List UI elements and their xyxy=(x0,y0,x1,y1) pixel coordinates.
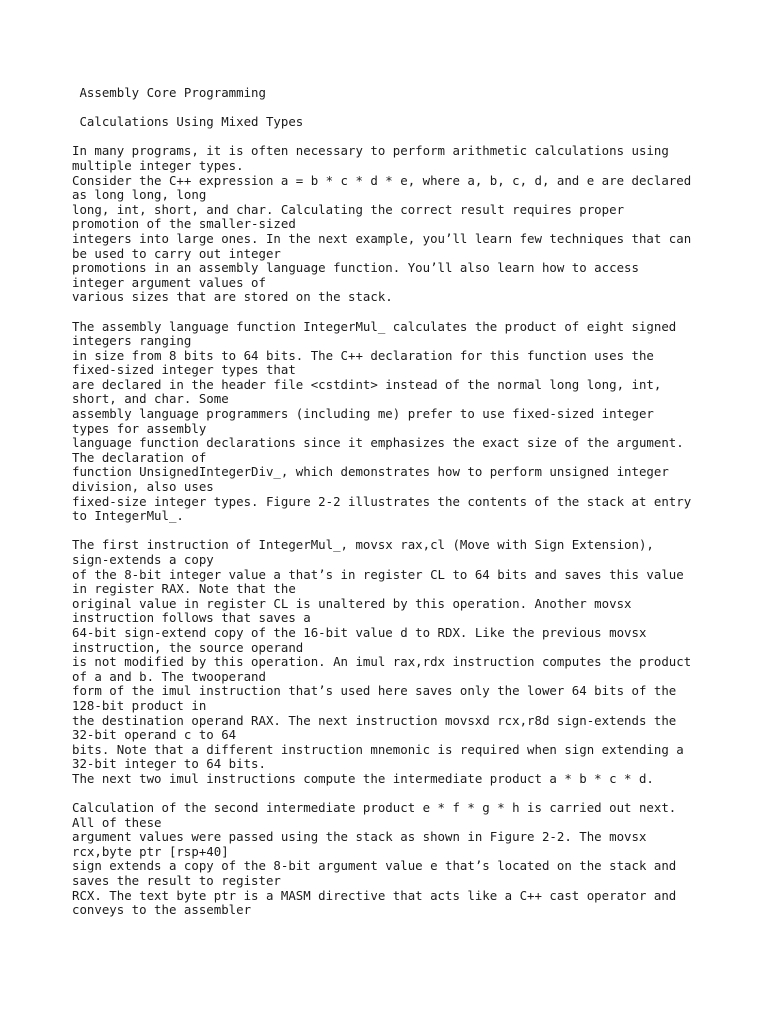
text-line: sign extends a copy of the 8-bit argument value e that’s located on the stack and xyxy=(72,858,677,874)
text-line: sign-extends a copy xyxy=(72,552,214,567)
text-line: language function declarations since it emphasizes the exact size of the argument. xyxy=(72,435,684,451)
text-line: promotion of the smaller-sized xyxy=(72,216,296,232)
text-line: The first instruction of IntegerMul_, movsx rax,cl (Move with Sign Extension), xyxy=(72,537,654,553)
text-line: integers into large ones. In the next example, you’ll learn few techniques that can xyxy=(72,230,692,246)
text-line: All of these xyxy=(72,814,162,830)
text-line: bits. Note that a different instruction mnemonic is required when sign extending a xyxy=(72,741,684,757)
section-heading: Calculations Using Mixed Types xyxy=(72,114,304,130)
text-line: The next two imul instructions compute the intermediate product a * b * c * d. xyxy=(72,770,654,786)
document-page xyxy=(72,86,712,932)
text-line: form of the imul instruction that’s used here saves only the lower 64 bits of the xyxy=(72,683,677,699)
text-line: division, also uses xyxy=(72,479,214,495)
text-line: assembly language programmers (including me) prefer to use fixed-sized integer xyxy=(72,406,654,422)
text-line: The declaration of xyxy=(72,449,207,465)
text-line: saves the result to register xyxy=(72,873,281,889)
text-line: promotions in an assembly language function. You’ll also learn how to access xyxy=(72,260,639,276)
text-line: the destination operand RAX. The next instruction movsxd rcx,r8d sign-extends the xyxy=(72,712,677,728)
text-line: are declared in the header file <cstdint> instead of the normal long long, int, xyxy=(72,376,662,392)
document-title: Assembly Core Programming xyxy=(72,85,266,100)
text-line: integers ranging xyxy=(72,333,192,349)
paragraph-4 xyxy=(72,801,712,918)
paragraph-2 xyxy=(72,320,712,524)
text-line: integer argument values of xyxy=(72,274,266,290)
text-line: 32-bit operand c to 64 xyxy=(72,727,237,743)
text-line: in size from 8 bits to 64 bits. The C++ declaration for this function uses the xyxy=(72,347,654,363)
text-line: long, int, short, and char. Calculating the correct result requires proper xyxy=(72,201,625,217)
text-line: types for assembly xyxy=(72,420,207,436)
text-line: is not modified by this operation. An imul rax,rdx instruction computes the product xyxy=(72,654,692,670)
text-line: of the 8-bit integer value a that’s in register CL to 64 bits and saves this value xyxy=(72,566,684,582)
paragraph-3 xyxy=(72,538,712,786)
text-line: in register RAX. Note that the xyxy=(72,581,296,597)
text-line: Calculation of the second intermediate product e * f * g * h is carried out next. xyxy=(72,800,677,816)
text-line: function UnsignedIntegerDiv_, which demonstrates how to perform unsigned integer xyxy=(72,464,669,480)
text-line: In many programs, it is often necessary to perform arithmetic calculations using xyxy=(72,143,669,159)
text-line: instruction follows that saves a xyxy=(72,610,311,626)
paragraph-1 xyxy=(72,144,712,305)
text-line: The assembly language function IntegerMul_ calculates the product of eight signed xyxy=(72,318,677,334)
text-line: conveys to the assembler xyxy=(72,902,252,918)
text-line: short, and char. Some xyxy=(72,391,229,407)
text-line: Consider the C++ expression a = b * c * d * e, where a, b, c, d, and e are declared xyxy=(72,172,692,188)
text-line: various sizes that are stored on the stack. xyxy=(72,289,393,305)
text-line: instruction, the source operand xyxy=(72,639,304,655)
text-line: RCX. The text byte ptr is a MASM directive that acts like a C++ cast operator and xyxy=(72,887,677,903)
text-line: original value in register CL is unaltered by this operation. Another movsx xyxy=(72,595,632,611)
text-line: multiple integer types. xyxy=(72,157,244,173)
text-line: 128-bit product in xyxy=(72,697,207,713)
text-line: of a and b. The twooperand xyxy=(72,668,266,684)
text-line: 64-bit sign-extend copy of the 16-bit value d to RDX. Like the previous movsx xyxy=(72,624,647,640)
text-line: be used to carry out integer xyxy=(72,245,281,261)
text-line: fixed-size integer types. Figure 2-2 illustrates the contents of the stack at entry xyxy=(72,493,692,509)
text-line: fixed-sized integer types that xyxy=(72,362,296,378)
text-line: 32-bit integer to 64 bits. xyxy=(72,756,266,772)
text-line: as long long, long xyxy=(72,187,207,203)
text-line: rcx,byte ptr [rsp+40] xyxy=(72,843,229,859)
text-line: argument values were passed using the stack as shown in Figure 2-2. The movsx xyxy=(72,829,647,845)
text-line: to IntegerMul_. xyxy=(72,508,184,524)
